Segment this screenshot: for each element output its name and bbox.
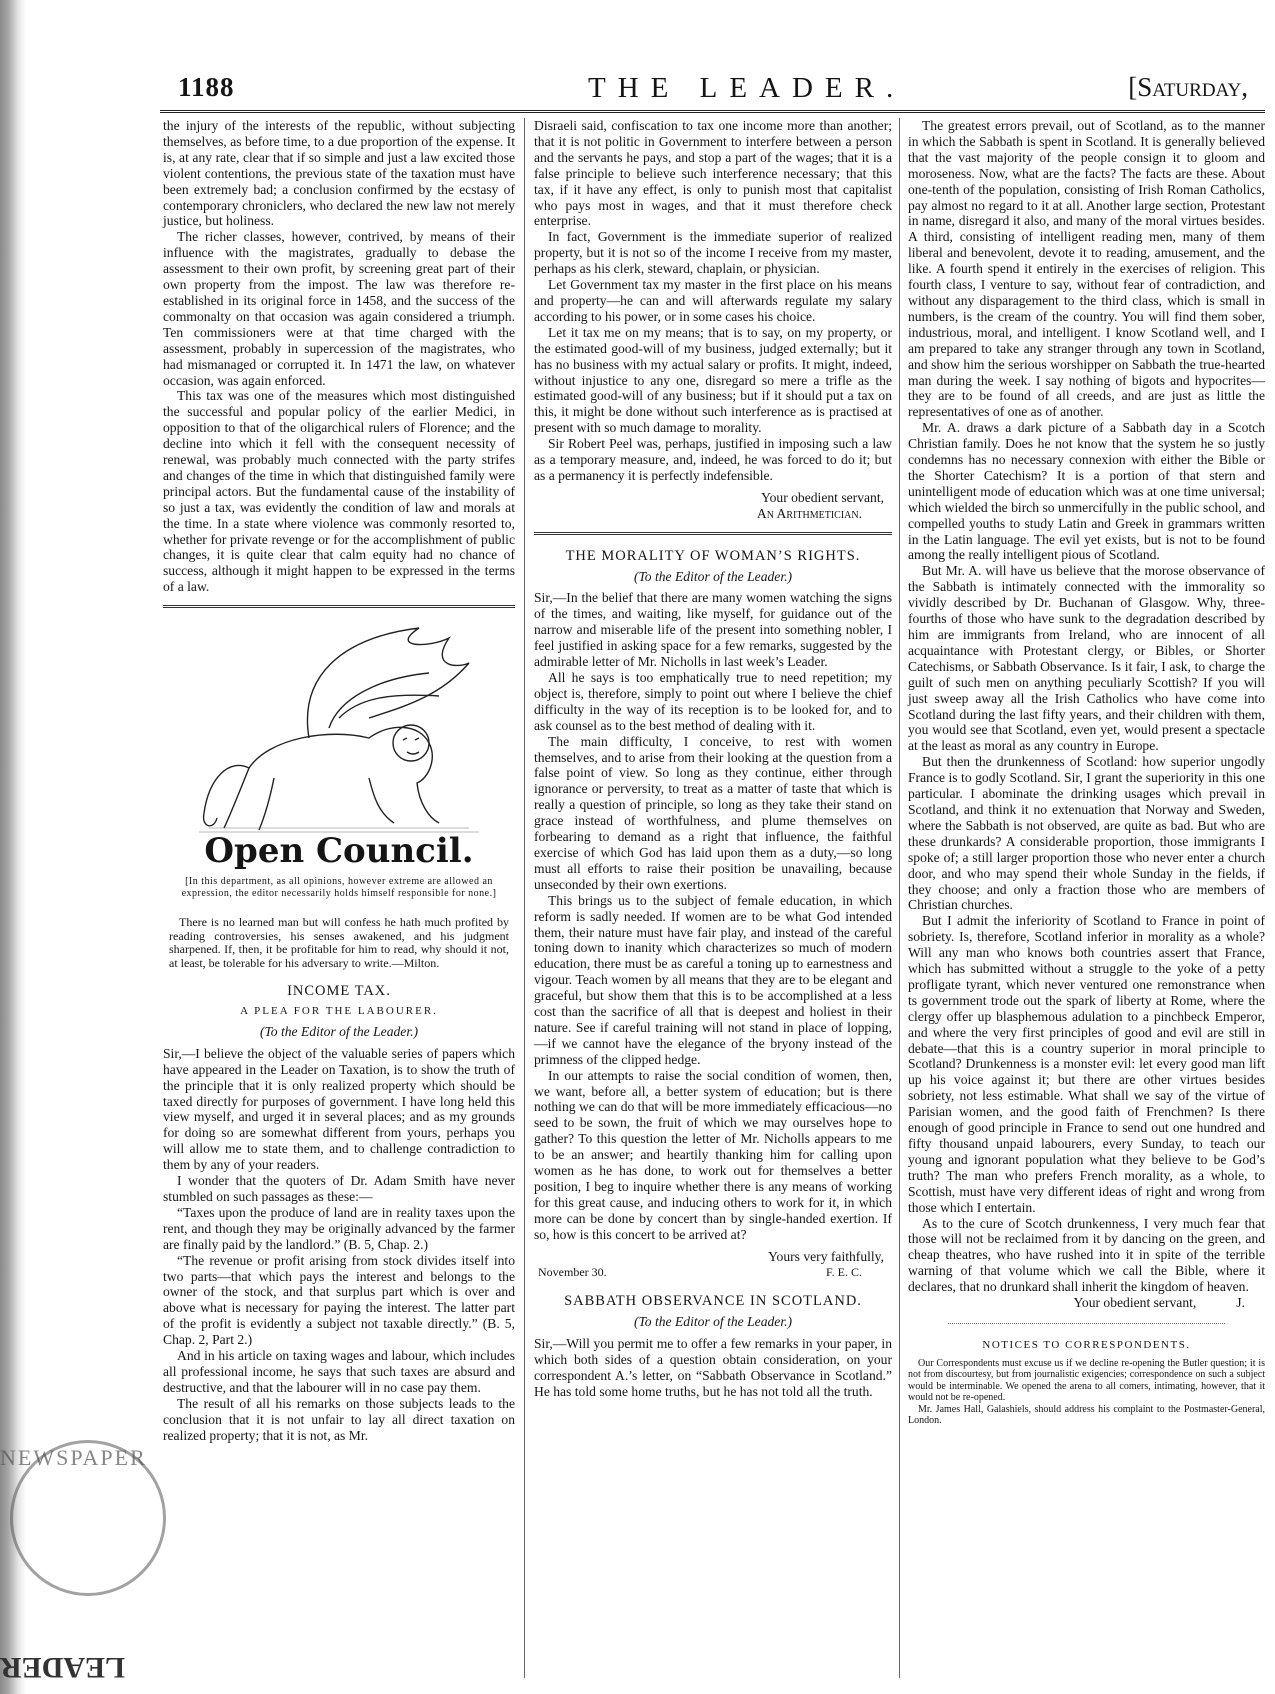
paragraph: All he says is too emphatically true to need repetition; my object is, therefore, simply to point out where I believe the chief difficulty in the way of its reception is to be looked for, and to ask counsel as to the best method of dealing with it. bbox=[534, 670, 892, 733]
stamp-text-bottom: LEADER bbox=[0, 1651, 126, 1684]
section-rule bbox=[163, 605, 515, 608]
paragraph: “The revenue or profit arising from stock divides itself into two parts—that which pays the interest and belongs to the owner of the stock, and that surplus part which is over and above what is necessary for paying the interest. The latter part of the profit is evidently a subject not taxable directly.” (B. 5, Chap. 2, Part 2.) bbox=[163, 1252, 515, 1348]
signature-initials: F. E. C. bbox=[825, 1264, 862, 1279]
article-title: THE MORALITY OF WOMAN’S RIGHTS. bbox=[565, 547, 861, 564]
column-rule bbox=[899, 118, 900, 1678]
paragraph: Sir,—In the belief that there are many women watching the signs of the times, and waiting, like myself, for guidance out of the narrow and miserable life of the present into something nobler, I feel justified in asking space for a few remarks, suggested by the admirable letter of Mr. Nicholls in last week’s Leader. bbox=[534, 590, 892, 670]
column-2 bbox=[534, 118, 892, 1400]
paragraph: Let Government tax my master in the first place on his means and property—he can and will afterwards regulate my salary according to his power, or in some cases his choice. bbox=[534, 277, 892, 324]
paragraph: Let it tax me on my means; that is to say, on my property, or the estimated good-will of my business, judged externally; but it has no business with my actual salary or profits. It might, indeed, without injustice to any one, disregard so mere a trifle as the estimated good-will of any business; but if it should put a tax on this, it might be done without such interference as is practised at present with so much damage to morality. bbox=[534, 324, 892, 436]
paragraph: And in his article on taxing wages and labour, which includes all professional income, he says that such taxes are absurd and destructive, and that the labourer will in no case pay them. bbox=[163, 1348, 515, 1395]
column-rule bbox=[524, 118, 525, 1678]
paragraph: In fact, Government is the immediate superior of realized property, but it is not so of the income I receive from my master, perhaps as his clerk, steward, chaplain, or physician. bbox=[534, 229, 892, 277]
paragraph: “Taxes upon the produce of land are in reality taxes upon the rent, and though they may be originally advanced by the farmer are finally paid by the landlord.” (B. 5, Chap. 2.) bbox=[163, 1204, 515, 1252]
signature-closing: Your obedient servant, bbox=[761, 489, 884, 505]
section-rule bbox=[534, 532, 892, 535]
page-number: 1188 bbox=[178, 72, 235, 102]
paragraph: As to the cure of Scotch drunkenness, I very much fear that those will not be reclaimed from it by dancing on the green, and cheap theatres, who have rushed into it in spite of the terrible warning of that volume which we call the Bible, where it declares, that no drunkard shall inherit the kingdom of heaven. bbox=[908, 1215, 1265, 1295]
stamp-text-top: NEWSPAPER bbox=[0, 1445, 147, 1470]
open-council-heading: Open Council. bbox=[204, 831, 474, 872]
paragraph: Disraeli said, confiscation to tax one income more than another; that it is not politic in Government to interfere between a person and the servants he pays, and stop a part of the wages; that it is a false principle to believe such interference necessary; that this tax, if it have any effect, is only to punish most that capitalist who pays most in wages, and that it must therefore check enterprise. bbox=[534, 118, 892, 229]
signature-line bbox=[538, 1265, 862, 1281]
notice-item: Our Correspondents must excuse us if we decline re-opening the Butler question; it is not from discourtesy, but from journalistic exigencies; correspondence on such a subject would be interminable. We opened the arena to all comers, intimating, however, that it would not be re-opened. bbox=[908, 1357, 1265, 1404]
paragraph: the injury of the interests of the republic, without subjecting themselves, as before time, to a due proportion of the expense. It is, at any rate, clear that if so simple and just a law excited those violent contentions, the previous state of the taxation must have been extremely bad; a conclusion confirmed by the ecstasy of contemporary chroniclers, who declared the new law not merely justice, but holiness. bbox=[163, 118, 515, 229]
divider bbox=[948, 1323, 1225, 1324]
paragraph: But I admit the inferiority of Scotland to France in point of sobriety. Is, therefore, Scotland inferior in morality as a whole? Will any man who knows both countries assert that France, which has submitted without a struggle to the yoke of a petty profligate tyrant, which never ventured one remonstrance when ts government trode out the spark of liberty at Rome, where the clergy offer up blasphemous adulation to a pinchbeck Emperor, and where the very first principles of good and evil are still in debate—that this is a country superior in moral principle to Scotland? Drunkenness is a monster evil: let every good man lift up his voice against it; but there are other virtues besides sobriety, not less estimable. What shall we say of the virtue of Parisian women, and the good faith of Frenchmen? Is there enough of good principle in France to send out one hundred and fifty thousand unpaid labourers, every Sunday, to teach our young and ignorant population what they believe to be God’s truth? The man who prefers French morality, as a whole, to Scottish, must have very different ideas of right and wrong from those which I entertain. bbox=[908, 913, 1265, 1215]
paragraph: In our attempts to raise the social condition of women, then, we want, before all, a better system of education; but is there nothing we can do that will be more immediately efficacious—no seed to be sown, the fruit of which we may ourselves hope to gather? To this question the letter of Mr. Nicholls appears to me to be an answer; and heartily thanking him for calling upon women as he has done, to work out for themselves a better position, I beg to inquire whether there is any means of working for this great cause, and inducing others to work for it, in which more can be done by concert than by single-handed exertion. If so, how is this concert to be arrived at? bbox=[534, 1067, 892, 1242]
paragraph: Sir,—Will you permit me to offer a few remarks in your paper, in which both sides of a question obtain consideration, on your correspondent A.’s letter, on “Sabbath Observance in Scotland.” He has told some home truths, but he has not told all the truth. bbox=[534, 1336, 892, 1399]
column-1 bbox=[163, 118, 515, 1443]
newspaper-title: THE LEADER. bbox=[588, 72, 906, 104]
article-subtitle: A PLEA FOR THE LABOURER. bbox=[240, 1005, 438, 1017]
paragraph: Sir,—I believe the object of the valuable series of papers which have appeared in the Leader on Taxation, is to show the truth of the principle that it is only realized property which should be taxed directly for purposes of government. I have long held this view myself, and urged it in several places; and as my grounds for doing so are somewhat different from yours, perhaps you will allow me to state them, and to challenge contradiction to them by any of your readers. bbox=[163, 1045, 515, 1173]
editor-address: (To the Editor of the Leader.) bbox=[633, 1314, 793, 1330]
column-3 bbox=[908, 118, 1265, 1427]
book-spine-shadow bbox=[0, 0, 26, 1694]
paragraph: I wonder that the quoters of Dr. Adam Smith have never stumbled on such passages as these:— bbox=[163, 1173, 515, 1204]
editor-address: (To the Editor of the Leader.) bbox=[633, 568, 793, 584]
signature-initials: J. bbox=[1236, 1295, 1245, 1311]
signature-closing: Your obedient servant, bbox=[1073, 1295, 1197, 1311]
paragraph: The main difficulty, I conceive, to rest with women themselves, and to arise from their looking at the question from a false point of view. So long as they continue, either through ignorance or perversity, to treat as a matter of taste that which is really a question of principle, so long as they take their stand on grace instead of worthfulness, and plume themselves on forbearing to demand as a right that influence, the faithful exercise of which God has laid upon them as a duty,—so long must all efforts to raise their position be unavailing, because unseconded by their own exertions. bbox=[534, 733, 892, 892]
issue-day: [Saturday, bbox=[1128, 72, 1248, 102]
signature-closing: Yours very faithfully, bbox=[768, 1248, 884, 1264]
editorial-disclaimer: [In this department, as all opinions, however extreme are allowed an expression, the editor necessarily holds himself responsible for none.] bbox=[181, 876, 497, 900]
winged-lion-icon bbox=[189, 618, 489, 838]
paragraph: Sir Robert Peel was, perhaps, justified in imposing such a law as a temporary measure, and, indeed, he was forced to do it; but as a permanency it is perfectly indefensible. bbox=[534, 436, 892, 483]
signature-line bbox=[908, 1295, 1245, 1311]
signature-name: An Arithmetician. bbox=[756, 505, 862, 521]
article-title: SABBATH OBSERVANCE IN SCOTLAND. bbox=[564, 1293, 862, 1310]
paragraph: This brings us to the subject of female education, in which reform is sadly needed. If women are to be what God intended them, their nature must have fair play, and instead of the careful toning down to inanity which characterizes so much of modern education, there must be as careful a toning up to earnestness and vigour. Teach women by all means that they are to be elegant and graceful, but show them that this is to be accomplished at a less cost than the sacrifice of all that is deepest and holiest in their nature. See if careful training will not stand in place of lopping,—if we cannot have the elegance of the bryony instead of the primness of the clipped hedge. bbox=[534, 892, 892, 1067]
paragraph: But then the drunkenness of Scotland: how superior ungodly France is to godly Scotland. Sir, I grant the superiority in this one particular. I abominate the drinking usages which prevail in Scotland, and think it no extenuation that Norway and Sweden, where the Sabbath is not observed, are quite as bad. But who are these drunkards? A considerable proportion, those immigrants I spoke of; a still larger proportion those who never enter a church door, and who may spend their whole Sunday in the fields, if they choose; and only a fraction those who are members of Christian churches. bbox=[908, 754, 1265, 913]
header-rule bbox=[160, 110, 1265, 113]
milton-quote: There is no learned man but will confess he hath much profited by reading controversies, his senses awakened, and his judgment sharpened. If, then, it be profitable for him to read, why should it not, at least, be tolerable for his adversary to write.—Milton. bbox=[169, 915, 509, 970]
paragraph: This tax was one of the measures which most distinguished the successful and popular policy of the earlier Medici, in opposition to that of the oligarchical rulers of Florence; and the decline into which it fell with the consequent necessity of renewal, was probably much connected with the party strifes and changes of the time in which that distinguished family were principal actors. But the fundamental cause of the instability of so just a tax, was evidently the condition of law and morals at the time. In a state where violence was commonly resorted to, whether for private revenge or for the accomplishment of public changes, it is quite clear that calm equity had no chance of success, although it might happen to be expressed in the terms of a law. bbox=[163, 388, 515, 595]
paragraph: Mr. A. draws a dark picture of a Sabbath day in a Scotch Christian family. Does he not know that the system he so justly condemns has no necessary connexion with either the Bible or the Shorter Catechism? It is a portion of that stern and unintelligent mode of education which was at one time universal; which wielded the birch so unmercifully in the public school, and compelled youths to study Latin and Greek in grammars written in the Latin language. The evil yet exists, but is not to be found among the really intelligent pious of Scotland. bbox=[908, 420, 1265, 563]
paragraph: But Mr. A. will have us believe that the morose observance of the Sabbath is intimately connected with the immorality so vividly described by Dr. Buchanan of Glasgow. Why, three-fourths of those who have sunk to the degradation described by him are immigrants from Ireland, who are innocent of all acquaintance with Protestant clergy, or Bibles, or Shorter Catechisms, or Sabbath Observance. Is it fair, I ask, to charge the guilt of such men on anything peculiarly Scottish? If you will just sweep away all the Irish Catholics who have come into Scotland during the last fifty years, and their children with them, you would see that Scotland, even yet, would present a spectacle at the least as moral as any country in Europe. bbox=[908, 563, 1265, 754]
paragraph: The result of all his remarks on those subjects leads to the conclusion that it is not unfair to lay all direct taxation on realized property; that it is not, as Mr. bbox=[163, 1395, 515, 1443]
paragraph: The greatest errors prevail, out of Scotland, as to the manner in which the Sabbath is spent in Scotland. It is generally believed that the vast majority of the people consign it to gloom and moroseness. Now, what are the facts? The facts are these. About one-tenth of the population, consisting of Irish Roman Catholics, pay almost no regard to it at all. Another large section, Protestant in name, disregard it also, and many of the moral virtues besides. A third, consisting of intelligent reading men, many of them liberal and benevolent, devote it to reading, amusement, and the like. A fourth spend it entirely in the exercises of religion. This fourth class, I venture to say, without fear of contradiction, and without any disparagement to the third class, which is small in numbers, is the cream of the country. You will find them sober, industrious, moral, and intelligent. I know Scotland well, and I am prepared to take any stranger through any town in Scotland, and show him the serious worshipper on Sabbath the true-hearted man during the week. I say nothing of bigots and hypocrites—they are to be found of all creeds, and are just as little the representatives of one as of another. bbox=[908, 118, 1265, 420]
editor-address: (To the Editor of the Leader.) bbox=[259, 1023, 419, 1039]
notice-item: Mr. James Hall, Galashiels, should address his complaint to the Postmaster-General, London. bbox=[908, 1403, 1265, 1427]
notices-heading: NOTICES TO CORRESPONDENTS. bbox=[982, 1338, 1191, 1351]
paragraph: The richer classes, however, contrived, by means of their influence with the magistrates, gradually to debase the assessment to their own profit, by screening great part of their own property from the impost. The law was therefore re-established in its original force in 1458, and the success of the commonalty on that occasion was again considered a triumph. Ten commissioners were at that time charged with the assessment, probably in supercession of the magistrates, who had mismanaged or corrupted it. In 1471 the law, on whatever occasion, was again enforced. bbox=[163, 229, 515, 388]
letter-date: November 30. bbox=[538, 1264, 607, 1279]
article-title: INCOME TAX. bbox=[287, 983, 391, 1000]
